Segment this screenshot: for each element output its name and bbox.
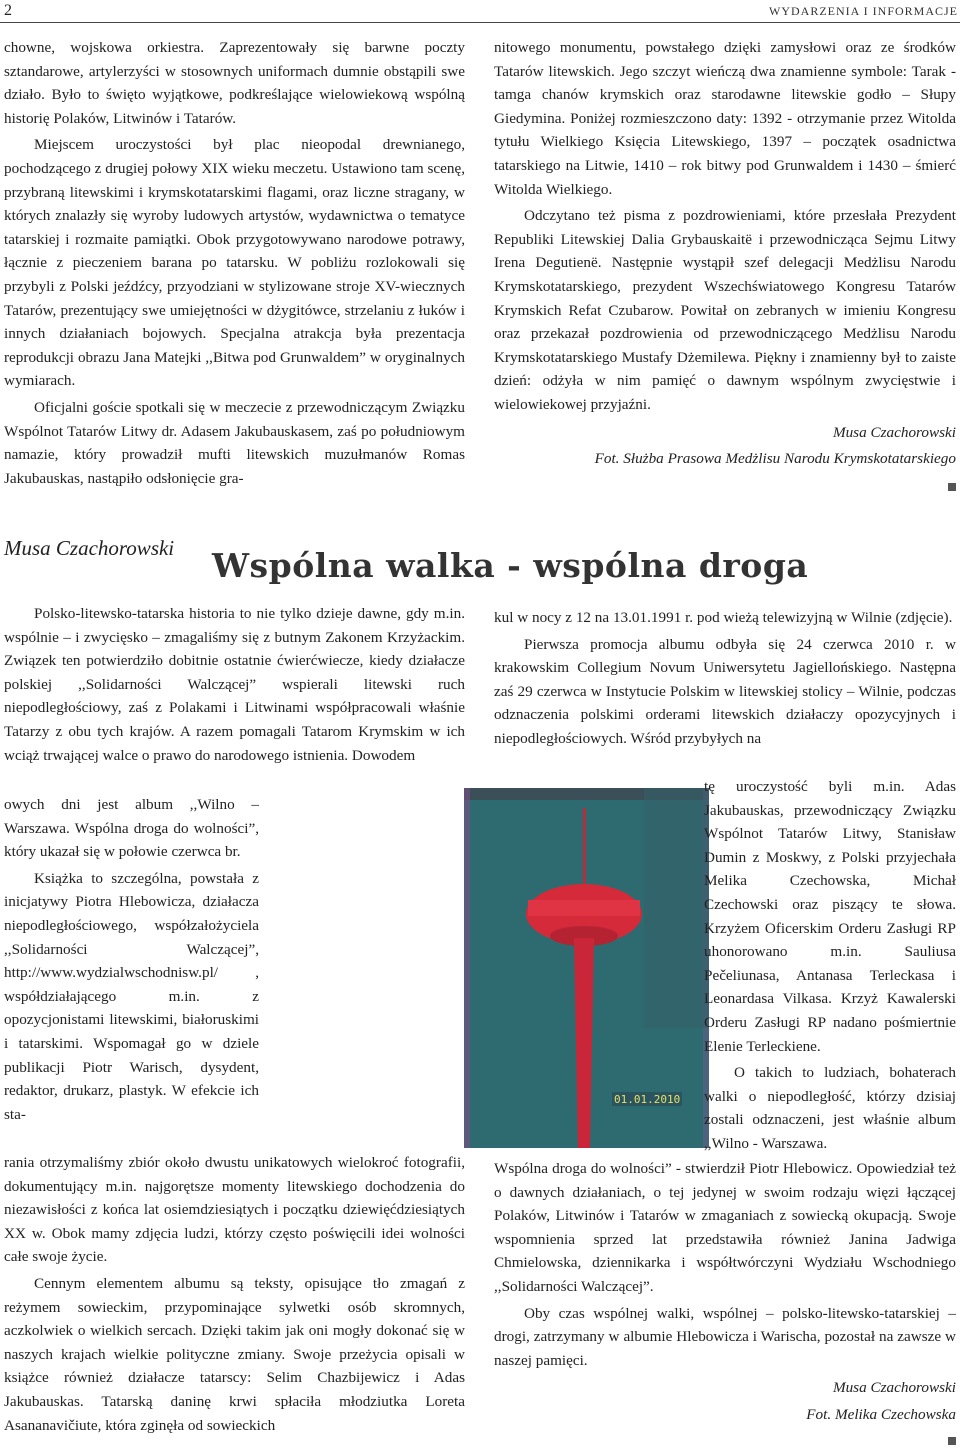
- paragraph: Miejscem uroczystości był plac nieopodal drewnianego, pochodzącego z drugiej połowy XIX wieku meczetu. Ustawiono tam scenę, przybraną litewskimi i krymskotatarskimi flagami, oraz liczne stragany, w których znalazły się wyroby ludowych artystów, wydawnictwa o tematyce tatarskiej i rozmaite pamiątki. Obok przygotowywano narodowe potrawy, łącznie z pieczeniem barana po tatarsku. W pobliżu rozlokowali się przybyli z Polski jeźdźcy, przyodziani w stylizowane stroje XV-wiecznych Tatarów, prezentujący swe umiejętności w dżygitówce, strzelaniu z łuków i innych działaniach bojowych. Specjalna atrakcja była prezentacja reprodukcji obrazu Jana Matejki ,,Bitwa pod Grunwaldem” w oryginalnych wymiarach.: [4, 136, 465, 390]
- article2-left-column-top: [4, 602, 465, 767]
- paragraph: Pierwsza promocja albumu odbyła się 24 czerwca 2010 r. w krakowskim Collegium Novum Uniwersytetu Jagiellońskiego. Następna zaś 29 czerwca w Instytucie Polskim w litewskiej stolicy – Wilnie, podczas odznaczenia polskimi orderami litewskich działaczy opozycyjnych i niepodległościowych. Wśród przybyłych na: [494, 635, 956, 747]
- end-mark: [948, 483, 956, 491]
- article2-right-column-narrow: [704, 775, 956, 1156]
- article1-signature: Musa Czachorowski: [832, 423, 956, 441]
- paragraph: nitowego monumentu, powstałego dzięki zamysłowi oraz ze środków Tatarów litewskich. Jego szczyt wieńczą dwa znamienne symbole: Tarak - tamga chanów krymskich oraz starodawne litewskie godło – Słupy Giedymina. Poniżej rozmieszczono daty: 1392 - otrzymanie przez Witolda tytułu Wielkiego Księcia Litewskiego, 1397 – początek osadnictwa tatarskiego na Litwie, 1410 – rok bitwy pod Grunwaldem i 1430 – śmierć Witolda Wielkiego.: [494, 39, 956, 198]
- article2-signature: Musa Czachorowski: [832, 1379, 956, 1397]
- paragraph: Wspólna droga do wolności” - stwierdził Piotr Hlebowicz. Opowiedział też o dawnych działaniach, o tej jedynej w swoim rodzaju więzi łączącej Polaków, Litwinów i Tatarów w zmaganiach z sowiecką okupacją. Swoje wspomnienia sprzed lat przedstawiła również Janina Jadwiga Chmielowska, dziennikarka i współtwórczyni Wydziału Wschodniego ,,Solidarności Walczącej”.: [494, 1160, 956, 1295]
- article2-photo-credit: Fot. Melika Czechowska: [806, 1405, 956, 1423]
- photo-date-stamp: 01.01.2010: [614, 1093, 681, 1106]
- article2-left-column-bottom: [4, 1151, 465, 1437]
- tower-antenna: [583, 808, 586, 886]
- tv-tower-photo: [464, 788, 709, 1148]
- article2-right-column-bottom: [494, 1157, 956, 1452]
- article1-left-column: [4, 36, 465, 490]
- paragraph: rania otrzymaliśmy zbiór około dwustu unikatowych wielokroć fotografii, dokumentujący m.in. najgorętsze momenty litewskiego dochodzenia do niezawisłości z końca lat osiemdziesiątych i początku dziewięćdziesiątych XX w. Obok mamy zdjęcia ludzi, którzy często poświęcili idei wolności całe swoje życie.: [4, 1154, 465, 1266]
- article1-photo-credit: Fot. Służba Prasowa Medżlisu Narodu Krymskotatarskiego: [594, 450, 956, 468]
- article2-right-column-top: [494, 606, 956, 751]
- article2-left-column-narrow: [4, 793, 259, 1126]
- paragraph: kul w nocy z 12 na 13.01.1991 r. pod wieżą telewizyjną w Wilnie (zdjęcie).: [494, 609, 953, 626]
- header-rule: [0, 22, 960, 23]
- paragraph: Cennym elementem albumu są teksty, opisujące tło zmagań z reżymem sowieckim, przypominające sylwetki osób skromnych, aczkolwiek o wielkich sercach. Dzięki takim jak oni mogły dokonać się w naszych krajach wielkie polityczne zmiany. Swoje przeżycia opisali w książce również działacze tatarscy: Selim Chazbijewicz i Adas Jakubauskas. Tatarską daninę krwi spłaciła młodziutka Loreta Asananavičiute, która zginęła od sowieckich: [4, 1274, 465, 1434]
- paragraph: Odczytano też pisma z pozdrowieniami, które przesłała Prezydent Republiki Litewskiej Dalia Grybauskaitë i przewodnicząca Sejmu Litwy Irena Degutienë. Następnie wystąpił szef delegacji Medżlisu Narodu Krymskotatarskiego, prezydent Wszechświatowego Kongresu Tatarów Krymskich Refat Czubarow. Powitał on zebranych w imieniu Kongresu oraz przekazał pozdrowienia od przewodniczącego Medżlisu Narodu Krymskotatarskiego Mustafy Dżemilewa. Piękny i znamienny był to zaiste dzień: odżyła w nim pamięć o dawnym wspólnym zwycięstwie i wielowiekowej przyjaźni.: [494, 207, 956, 413]
- paragraph: O takich to ludziach, bohaterach walki o niepodległość, którzy dzisiaj zostali odznaczeni, jest właśnie album ,,Wilno - Warszawa.: [704, 1064, 956, 1152]
- paragraph: owych dni jest album ,,Wilno – Warszawa. Wspólna droga do wolności”, który ukazał się w połowie czerwca br.: [4, 796, 259, 861]
- paragraph: Polsko-litewsko-tatarska historia to nie tylko dzieje dawne, gdy m.in. wspólnie – i zwycięsko – zmagaliśmy się z butnym Zakonem Krzyżackim. Związek ten potwierdziło dobitnie ostatnie ćwierćwiecze, kiedy działacze polskiej ,,Solidarności Walczącej” wspierali litewski ruch niepodległościowy, zaś z Polakami i Litwinami współpracowali właśnie Tatarzy z obu tych krajów. A razem pomagali Tatarom Krymskim w ich wciąż trwającej walce o prawo do narodowego istnienia. Dowodem: [4, 605, 465, 764]
- end-mark: [948, 1437, 956, 1445]
- paragraph: Oby czas wspólnej walki, wspólnej – polsko-litewsko-tatarskiej – drogi, zatrzymany w albumie Hlebowicza i Warischa, pozostał na zawsze w naszej pamięci.: [494, 1304, 956, 1369]
- paragraph: Książka to szczególna, powstała z inicjatywy Piotra Hlebowicza, działacza niepodległościowego, współzałożyciela ,,Solidarności Walczącej”, http://www.wydzialwschodnisw.pl/ , współdziałającego m.in. z opozycjonistami litewskimi, białoruskimi i tatarskimi. Wspomagał go w dziele publikacji Piotr Warisch, dysydent, redaktor, drukarz, plastyk. W efekcie ich sta-: [4, 869, 259, 1123]
- article1-right-column: [494, 36, 956, 498]
- article2-title: Wspólna walka - wspólna droga: [212, 546, 809, 585]
- paragraph: Oficjalni goście spotkali się w meczecie z przewodniczącym Związku Wspólnot Tatarów Litwy dr. Adasem Jakubauskasem, zaś po południowym namazie, który prowadził mufti litewskich muzułmanów Romas Jakubauskas, nastąpiło odsłonięcie gra-: [4, 398, 465, 487]
- tv-tower-illustration: [464, 788, 709, 1148]
- paragraph: chowne, wojskowa orkiestra. Zaprezentowały się barwne poczty sztandarowe, artylerzyści w stosownych uniformach dumnie obstąpili swe działo. Było to święto wyjątkowe, podkreślające wielowiekową wspólną historię Polaków, Litwinów i Tatarów.: [4, 39, 465, 127]
- section-title: WYDARZENIA I INFORMACJE: [769, 4, 958, 18]
- page-number: 2: [4, 2, 12, 19]
- article2-author: Musa Czachorowski: [4, 536, 175, 560]
- paragraph: tę uroczystość byli m.in. Adas Jakubauskas, przewodniczący Związku Wspólnot Tatarów Litwy, Stanisław Dumin z Moskwy, z Polski przyjechała Melika Czechowska, Michał Czechowski oraz piszący te słowa. Krzyżem Oficerskim Orderu Zasługi RP uhonorowano m.in. Sauliusa Pečeliunasa, Antanasa Terleckasa i Leonardasa Vilkasa. Krzyż Kawalerski Orderu Zasługi RP nadano pośmiertnie Elenie Terleckiene.: [704, 778, 956, 1055]
